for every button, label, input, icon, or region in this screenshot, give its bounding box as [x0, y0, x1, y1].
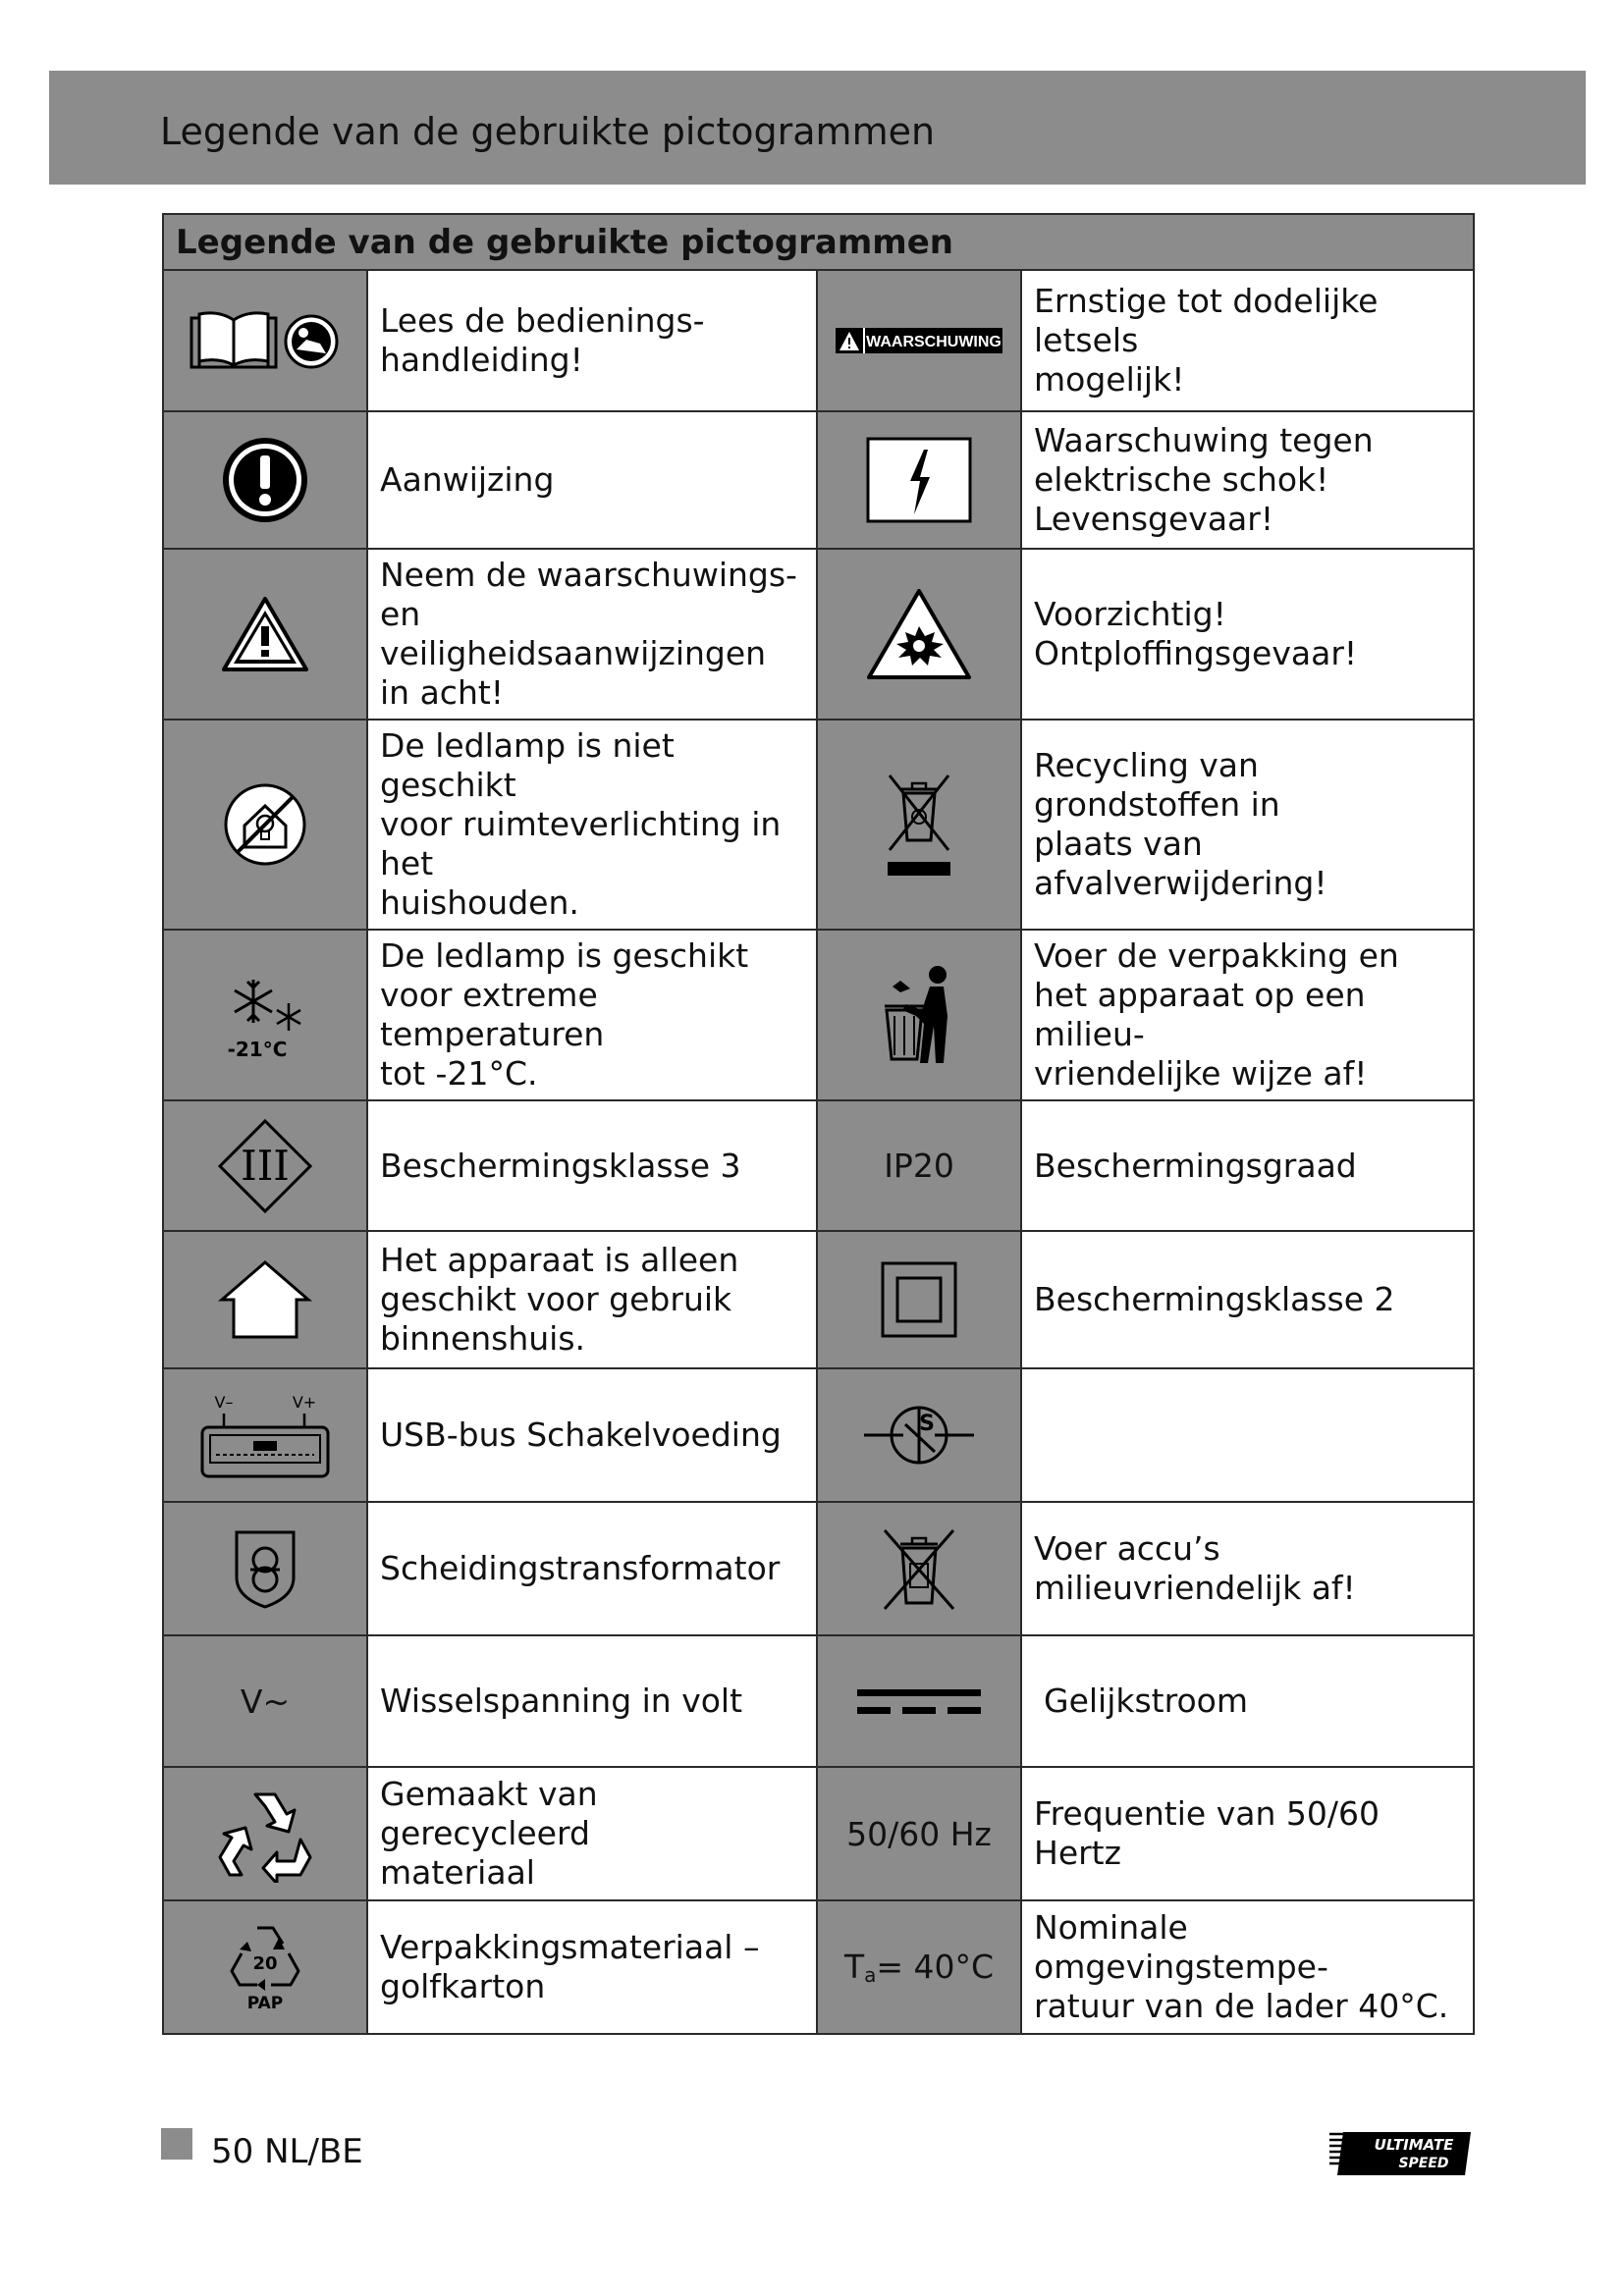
desc-line: plaats van afvalverwijdering!: [1034, 825, 1327, 902]
brand-word-2: SPEED: [1398, 2156, 1449, 2171]
ambient-temp-value: = 40°C: [876, 1947, 995, 1986]
desc-line: voor extreme temperaturen: [380, 976, 605, 1053]
desc-line: USB-bus Schakelvoeding: [380, 1415, 782, 1454]
dispose-bin-icon: [817, 930, 1021, 1100]
desc-line: Voer de verpakking en: [1034, 936, 1399, 975]
desc-line: het apparaat op een milieu-: [1034, 976, 1366, 1053]
brand-logo: [1327, 2128, 1473, 2177]
header-band: [49, 71, 1586, 185]
ambient-temp-subscript: a: [864, 1963, 877, 1988]
table-heading: Legende van de gebruikte pictogrammen: [163, 214, 1474, 270]
ambient-temp-label: [817, 1900, 1021, 2034]
isolating-transformer-icon: [163, 1502, 367, 1635]
desc-line: handleiding!: [380, 341, 583, 379]
footer-marker: [161, 2128, 192, 2160]
short-circuit-proof-icon: [817, 1368, 1021, 1502]
desc-line: huishouden.: [380, 883, 579, 922]
desc-line: Voer accu’s: [1034, 1529, 1220, 1568]
table-row: [163, 1100, 1474, 1231]
v-plus-label: V+: [292, 1393, 317, 1412]
recycle-icon: [163, 1767, 367, 1900]
protection-class-2-icon: [817, 1231, 1021, 1368]
desc-line: Gemaakt van gerecycleerd: [380, 1775, 598, 1852]
desc-line: Aanwijzing: [380, 460, 555, 499]
protection-class-3-icon: [163, 1100, 367, 1231]
desc-line: elektrische schok!: [1034, 460, 1329, 499]
desc-line: Voorzichtig!: [1034, 595, 1226, 633]
table-row: [163, 930, 1474, 1100]
table-row: [163, 1767, 1474, 1900]
table-row: [163, 720, 1474, 930]
manual-read-icon: [163, 270, 367, 411]
table-row: [163, 1635, 1474, 1767]
desc-line: vriendelijke wijze af!: [1034, 1054, 1368, 1093]
pictogram-legend-table: [162, 213, 1475, 2035]
desc-line: Ernstige tot dodelijke letsels: [1034, 282, 1379, 359]
exclamation-circle-icon: [163, 411, 367, 549]
ac-voltage-text: V~: [240, 1682, 291, 1721]
desc-line: in acht!: [380, 673, 505, 712]
desc-line: Neem de waarschuwings-: [380, 556, 797, 594]
desc-line: Ontploffingsgevaar!: [1034, 634, 1358, 672]
desc-line: Wisselspanning in volt: [380, 1682, 743, 1720]
desc-line: Recycling van grondstoffen in: [1034, 746, 1280, 824]
warning-label-icon: [817, 270, 1021, 411]
ac-voltage-label: [163, 1635, 367, 1767]
desc-line: Levensgevaar!: [1034, 500, 1274, 538]
desc-line: De ledlamp is geschikt: [380, 936, 749, 975]
desc-line: tot -21°C.: [380, 1054, 538, 1093]
no-household-lighting-icon: [163, 720, 367, 930]
desc-line: binnenshuis.: [380, 1319, 586, 1358]
desc-line: Waarschuwing tegen: [1034, 421, 1374, 459]
desc-line: mogelijk!: [1034, 360, 1185, 399]
table-row: [163, 1502, 1474, 1635]
pap20-recycle-icon: [163, 1900, 367, 2034]
page-title: Legende van de gebruikte pictogrammen: [160, 110, 936, 153]
desc-line: voor ruimteverlichting in het: [380, 805, 782, 882]
desc-line: milieuvriendelijk af!: [1034, 1569, 1356, 1607]
desc-line: Beschermingsklasse 2: [1034, 1280, 1395, 1318]
desc-line: Lees de bedienings-: [380, 301, 705, 340]
temperature-label: -21°C: [227, 1038, 288, 1061]
frequency-label: [817, 1767, 1021, 1900]
table-row: [163, 270, 1474, 411]
table-row: [163, 411, 1474, 549]
page-number: 50 NL/BE: [211, 2132, 363, 2171]
v-minus-label: V–: [214, 1393, 234, 1412]
brand-word-1: ULTIMATE: [1374, 2136, 1454, 2154]
crossed-battery-bin-icon: [817, 1502, 1021, 1635]
electric-shock-icon: [817, 411, 1021, 549]
desc-line: Scheidingstransformator: [380, 1549, 781, 1587]
direct-current-icon: [817, 1635, 1021, 1767]
table-row: [163, 1368, 1474, 1502]
explosion-hazard-icon: [817, 549, 1021, 720]
snowflake-icon: [163, 930, 367, 1100]
table-row: [163, 1900, 1474, 2034]
desc-line: De ledlamp is niet geschikt: [380, 726, 675, 804]
desc-line: Frequentie van 50/60 Hertz: [1034, 1794, 1380, 1872]
desc-line: Beschermingsklasse 3: [380, 1146, 741, 1185]
desc-line: Het apparaat is alleen: [380, 1241, 739, 1279]
crossed-bin-icon: [817, 720, 1021, 930]
table-row: [163, 549, 1474, 720]
table-row: [163, 1231, 1474, 1368]
warning-triangle-icon: [163, 549, 367, 720]
recycle-code-label: 20: [252, 1953, 278, 1974]
desc-line: Verpakkingsmateriaal –: [380, 1928, 760, 1966]
desc-line: ratuur van de lader 40°C.: [1034, 1987, 1449, 2025]
desc-line: materiaal: [380, 1853, 535, 1892]
ip-rating-text: IP20: [884, 1147, 954, 1185]
roman-three-label: III: [241, 1141, 290, 1190]
warning-label-text: WAARSCHUWING: [866, 334, 1001, 350]
house-icon: [163, 1231, 367, 1368]
ambient-temp-t: T: [843, 1947, 865, 1986]
desc-line: Gelijkstroom: [1044, 1682, 1248, 1720]
desc-line: golfkarton: [380, 1967, 546, 2005]
material-code-label: PAP: [246, 1994, 284, 2013]
desc-line: geschikt voor gebruik: [380, 1280, 732, 1318]
frequency-text: 50/60 Hz: [846, 1814, 992, 1853]
desc-line: en veiligheidsaanwijzingen: [380, 595, 767, 672]
desc-line: Nominale omgevingstempe-: [1034, 1908, 1328, 1986]
desc-line: Beschermingsgraad: [1034, 1146, 1357, 1185]
usb-power-supply-icon: [163, 1368, 367, 1502]
s-label: S: [919, 1412, 935, 1436]
ip20-label: [817, 1100, 1021, 1231]
empty-description: [1021, 1368, 1474, 1502]
